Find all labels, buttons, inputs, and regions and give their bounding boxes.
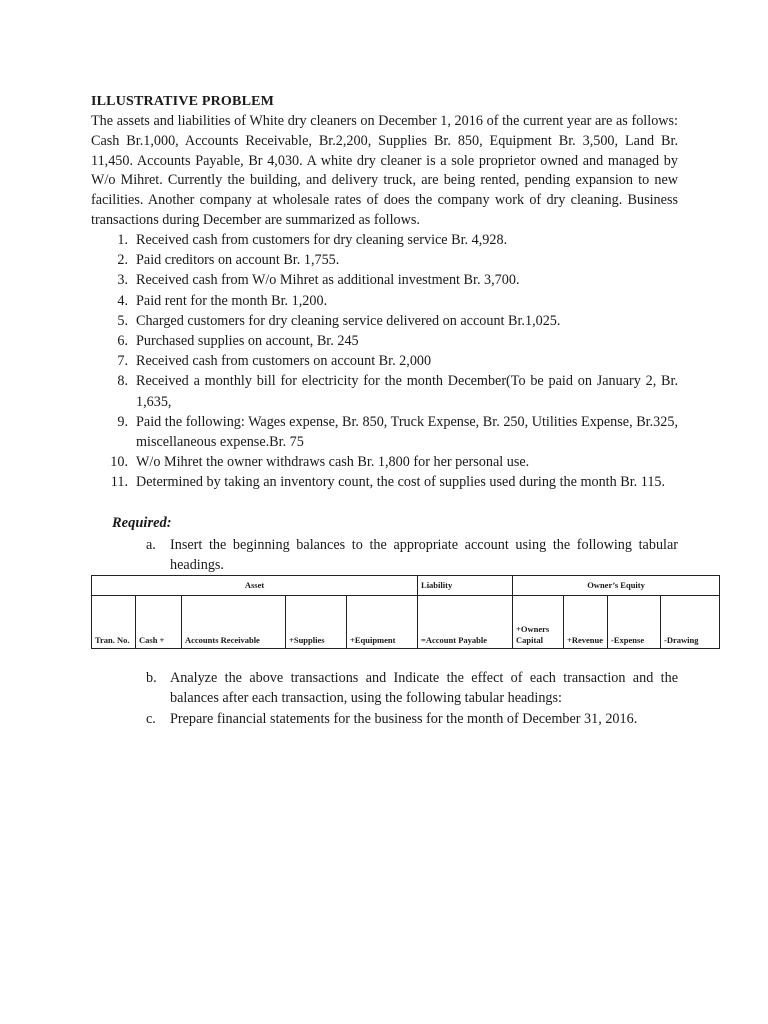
accounting-equation-table (91, 575, 720, 649)
transaction-item (104, 331, 678, 351)
transaction-text: Received cash from W/o Mihret as additional investment Br. 3,700. (136, 272, 520, 289)
transaction-number: 7. (117, 353, 128, 370)
equity-group-header: Owner’s Equity (513, 576, 720, 596)
transaction-text: Charged customers for dry cleaning service delivered on account Br.1,025. (136, 312, 561, 329)
transaction-item (104, 472, 678, 492)
transaction-item (104, 351, 678, 371)
transaction-text: Received cash from customers on account Br. 2,000 (136, 353, 432, 370)
transaction-text: W/o Mihret the owner withdraws cash Br. 1,800 for her personal use. (136, 454, 530, 471)
transaction-number: 2. (117, 252, 128, 269)
transaction-list (104, 230, 678, 493)
transaction-number: 1. (117, 232, 128, 248)
transaction-number: 9. (117, 413, 128, 430)
sub-item-text: Analyze the above transactions and Indicate the effect of each transaction and the balances after each transaction, using the following tabular headings: (170, 670, 678, 706)
sub-item-letter: b. (146, 670, 157, 686)
column-accounts-payable: =Account Payable (418, 596, 513, 649)
transaction-number: 6. (117, 333, 128, 350)
column-revenue: +Revenue (564, 596, 608, 649)
sub-item-letter: a. (146, 537, 156, 553)
transaction-item (104, 291, 678, 311)
transaction-item (104, 311, 678, 331)
transaction-text: Purchased supplies on account, Br. 245 (136, 333, 359, 350)
transaction-item (104, 452, 678, 472)
transaction-text: Paid creditors on account Br. 1,755. (136, 252, 340, 269)
column-cash: Cash + (136, 596, 182, 649)
transaction-number: 8. (117, 373, 128, 390)
column-owners-capital: +Owners Capital (513, 596, 564, 649)
table-group-header-row (92, 576, 720, 596)
transaction-item (104, 230, 678, 250)
transaction-text: Paid rent for the month Br. 1,200. (136, 292, 328, 309)
column-tran-no: Tran. No. (92, 596, 136, 649)
transaction-text: Paid the following: Wages expense, Br. 850, Truck Expense, Br. 250, Utilities Expense, Br.325, miscellaneous expense.Br. 75 (136, 413, 678, 451)
required-heading: Required: (112, 515, 172, 531)
transaction-item (104, 371, 678, 411)
transaction-number: 3. (117, 272, 128, 289)
transaction-number: 10. (110, 454, 128, 471)
sub-item-text: Prepare financial statements for the business for the month of December 31, 2016. (170, 711, 638, 727)
transaction-number: 11. (110, 474, 128, 491)
transaction-item (104, 270, 678, 290)
transaction-item (104, 412, 678, 452)
sub-item-text: Insert the beginning balances to the appropriate account using the following tabular headings. (170, 537, 678, 573)
column-expense: -Expense (608, 596, 661, 649)
transaction-number: 5. (117, 312, 128, 329)
sub-item-letter: c. (146, 711, 156, 727)
sub-item-a (146, 535, 678, 575)
transaction-item (104, 250, 678, 270)
column-accounts-receivable: Accounts Receivable (182, 596, 286, 649)
intro-paragraph: The assets and liabilities of White dry cleaners on December 1, 2016 of the current year are as follows: Cash Br.1,000, Accounts Receivable, Br.2,200, Supplies Br. 850, Equipment Br. 3,500, Land Br. 11,450. Accounts Payable, Br 4,030. A white dry cleaner is a sole proprietor owned and managed by W/o Mihret. Currently the building, and delivery truck, are being rented, pending expansion to new facilities. Another company at wholesale rates of does the company work of dry cleaning. Business transactions during December are summarized as follows. (91, 113, 678, 228)
transaction-number: 4. (117, 292, 128, 309)
asset-group-header: Asset (92, 576, 418, 596)
sub-item-b (146, 668, 678, 708)
transaction-text: Received cash from customers for dry cleaning service Br. 4,928. (136, 232, 508, 248)
column-supplies: +Supplies (286, 596, 347, 649)
sub-item-c (146, 709, 678, 729)
column-equipment: +Equipment (347, 596, 418, 649)
transaction-text: Determined by taking an inventory count, the cost of supplies used during the month Br. 115. (136, 474, 666, 491)
page-title: ILLUSTRATIVE PROBLEM (91, 94, 275, 109)
transaction-text: Received a monthly bill for electricity for the month December(To be paid on January 2, Br. 1,635, (136, 373, 678, 410)
table-column-header-row (92, 596, 720, 649)
liability-group-header: Liability (418, 576, 513, 596)
column-drawing: -Drawing (661, 596, 720, 649)
